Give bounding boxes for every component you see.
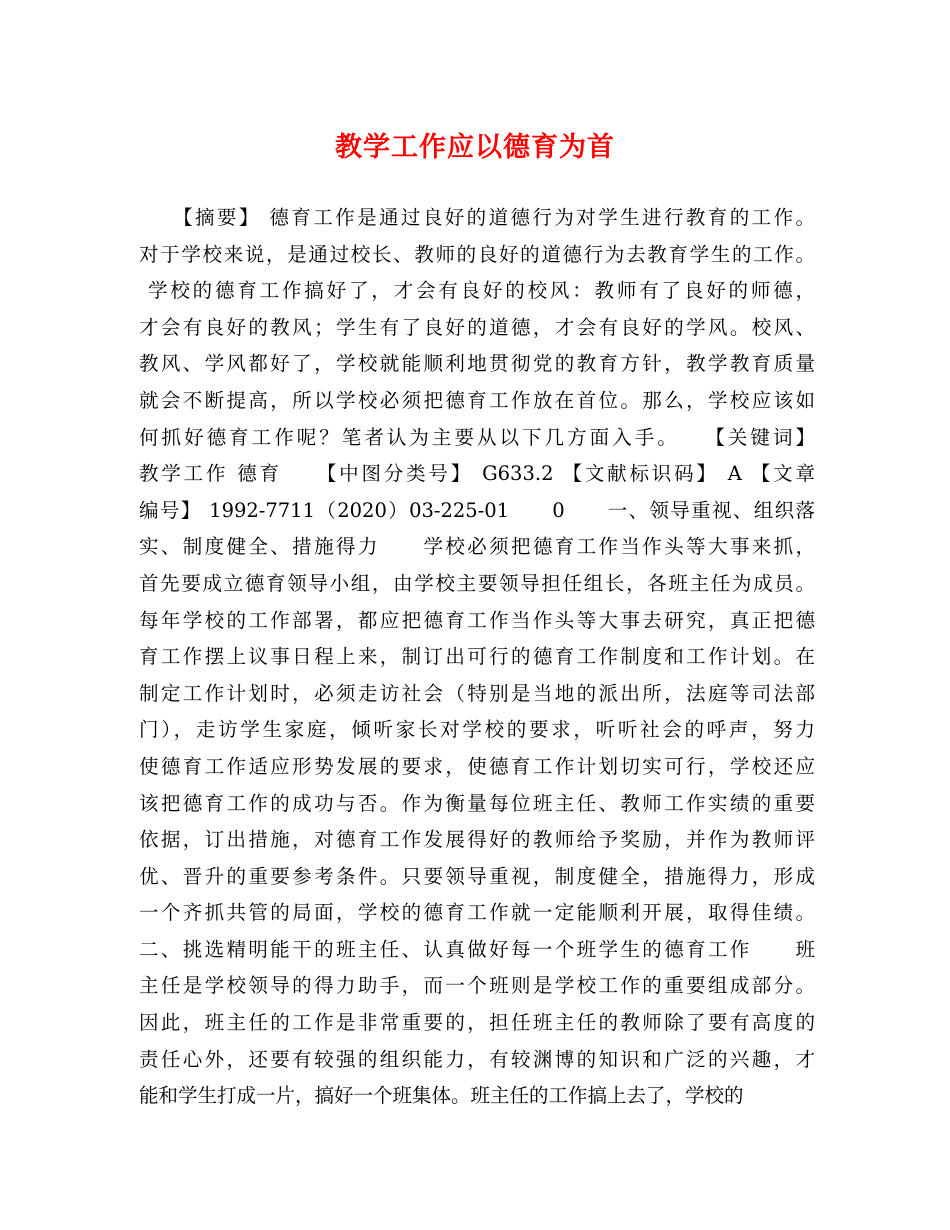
body-line: 才会有良好的教风；学生有了良好的道德，才会有良好的学风。校风、 [139,315,815,339]
body-line: 教风、学风都好了，学校就能顺利地贯彻党的教育方针，教学教育质量 [139,352,815,376]
body-line: 优、晋升的重要参考条件。只要领导重视，制度健全，措施得力，形成 [139,864,815,888]
document-title: 教学工作应以德育为首 [335,132,615,163]
body-line: 实、制度健全、措施得力 学校必须把德育工作当作头等大事来抓， [139,535,815,559]
body-line: 就会不断提高，所以学校必须把德育工作放在首位。那么，学校应该如 [139,388,815,412]
body-line: 育工作摆上议事日程上来，制订出可行的德育工作制度和工作计划。在 [139,645,815,669]
body-line: 教学工作 德育 【中图分类号】 G633.2 【文献标识码】 A 【文章 [139,462,815,486]
body-line: 学校的德育工作搞好了，才会有良好的校风：教师有了良好的师德， [139,279,815,303]
body-line: 该把德育工作的成功与否。作为衡量每位班主任、教师工作实绩的重要 [139,791,815,815]
body-line: 二、挑选精明能干的班主任、认真做好每一个班学生的德育工作 班 [139,937,815,961]
body-line: 依据，订出措施，对德育工作发展得好的教师给予奖励，并作为教师评 [139,828,815,852]
body-line: 每年学校的工作部署，都应把德育工作当作头等大事去研究，真正把德 [139,608,815,632]
body-line: 使德育工作适应形势发展的要求，使德育工作计划切实可行，学校还应 [139,754,815,778]
body-line: 责任心外，还要有较强的组织能力，有较渊博的知识和广泛的兴趣，才 [139,1047,815,1071]
body-line: 因此，班主任的工作是非常重要的，担任班主任的教师除了要有高度的 [139,1011,815,1035]
body-line: 门），走访学生家庭，倾听家长对学校的要求，听听社会的呼声，努力 [139,718,815,742]
body-line: 【摘要】 德育工作是通过良好的道德行为对学生进行教育的工作。 [139,206,815,229]
document-body [139,200,815,1115]
body-line: 首先要成立德育领导小组，由学校主要领导担任组长，各班主任为成员。 [139,571,815,595]
body-line: 一个齐抓共管的局面，学校的德育工作就一定能顺利开展，取得佳绩。 [139,901,815,925]
body-line: 编号】 1992-7711（2020）03-225-01 0 一、领导重视、组织落 [139,498,815,522]
body-line: 制定工作计划时，必须走访社会（特别是当地的派出所，法庭等司法部 [139,681,815,705]
body-line: 能和学生打成一片，搞好一个班集体。班主任的工作搞上去了，学校的 [139,1084,744,1108]
body-line: 对于学校来说，是通过校长、教师的良好的道德行为去教育学生的工作。 [139,242,815,266]
body-line: 何抓好德育工作呢？笔者认为主要从以下几方面入手。 【关键词】 [139,425,815,449]
body-line: 主任是学校领导的得力助手，而一个班则是学校工作的重要组成部分。 [139,974,815,998]
